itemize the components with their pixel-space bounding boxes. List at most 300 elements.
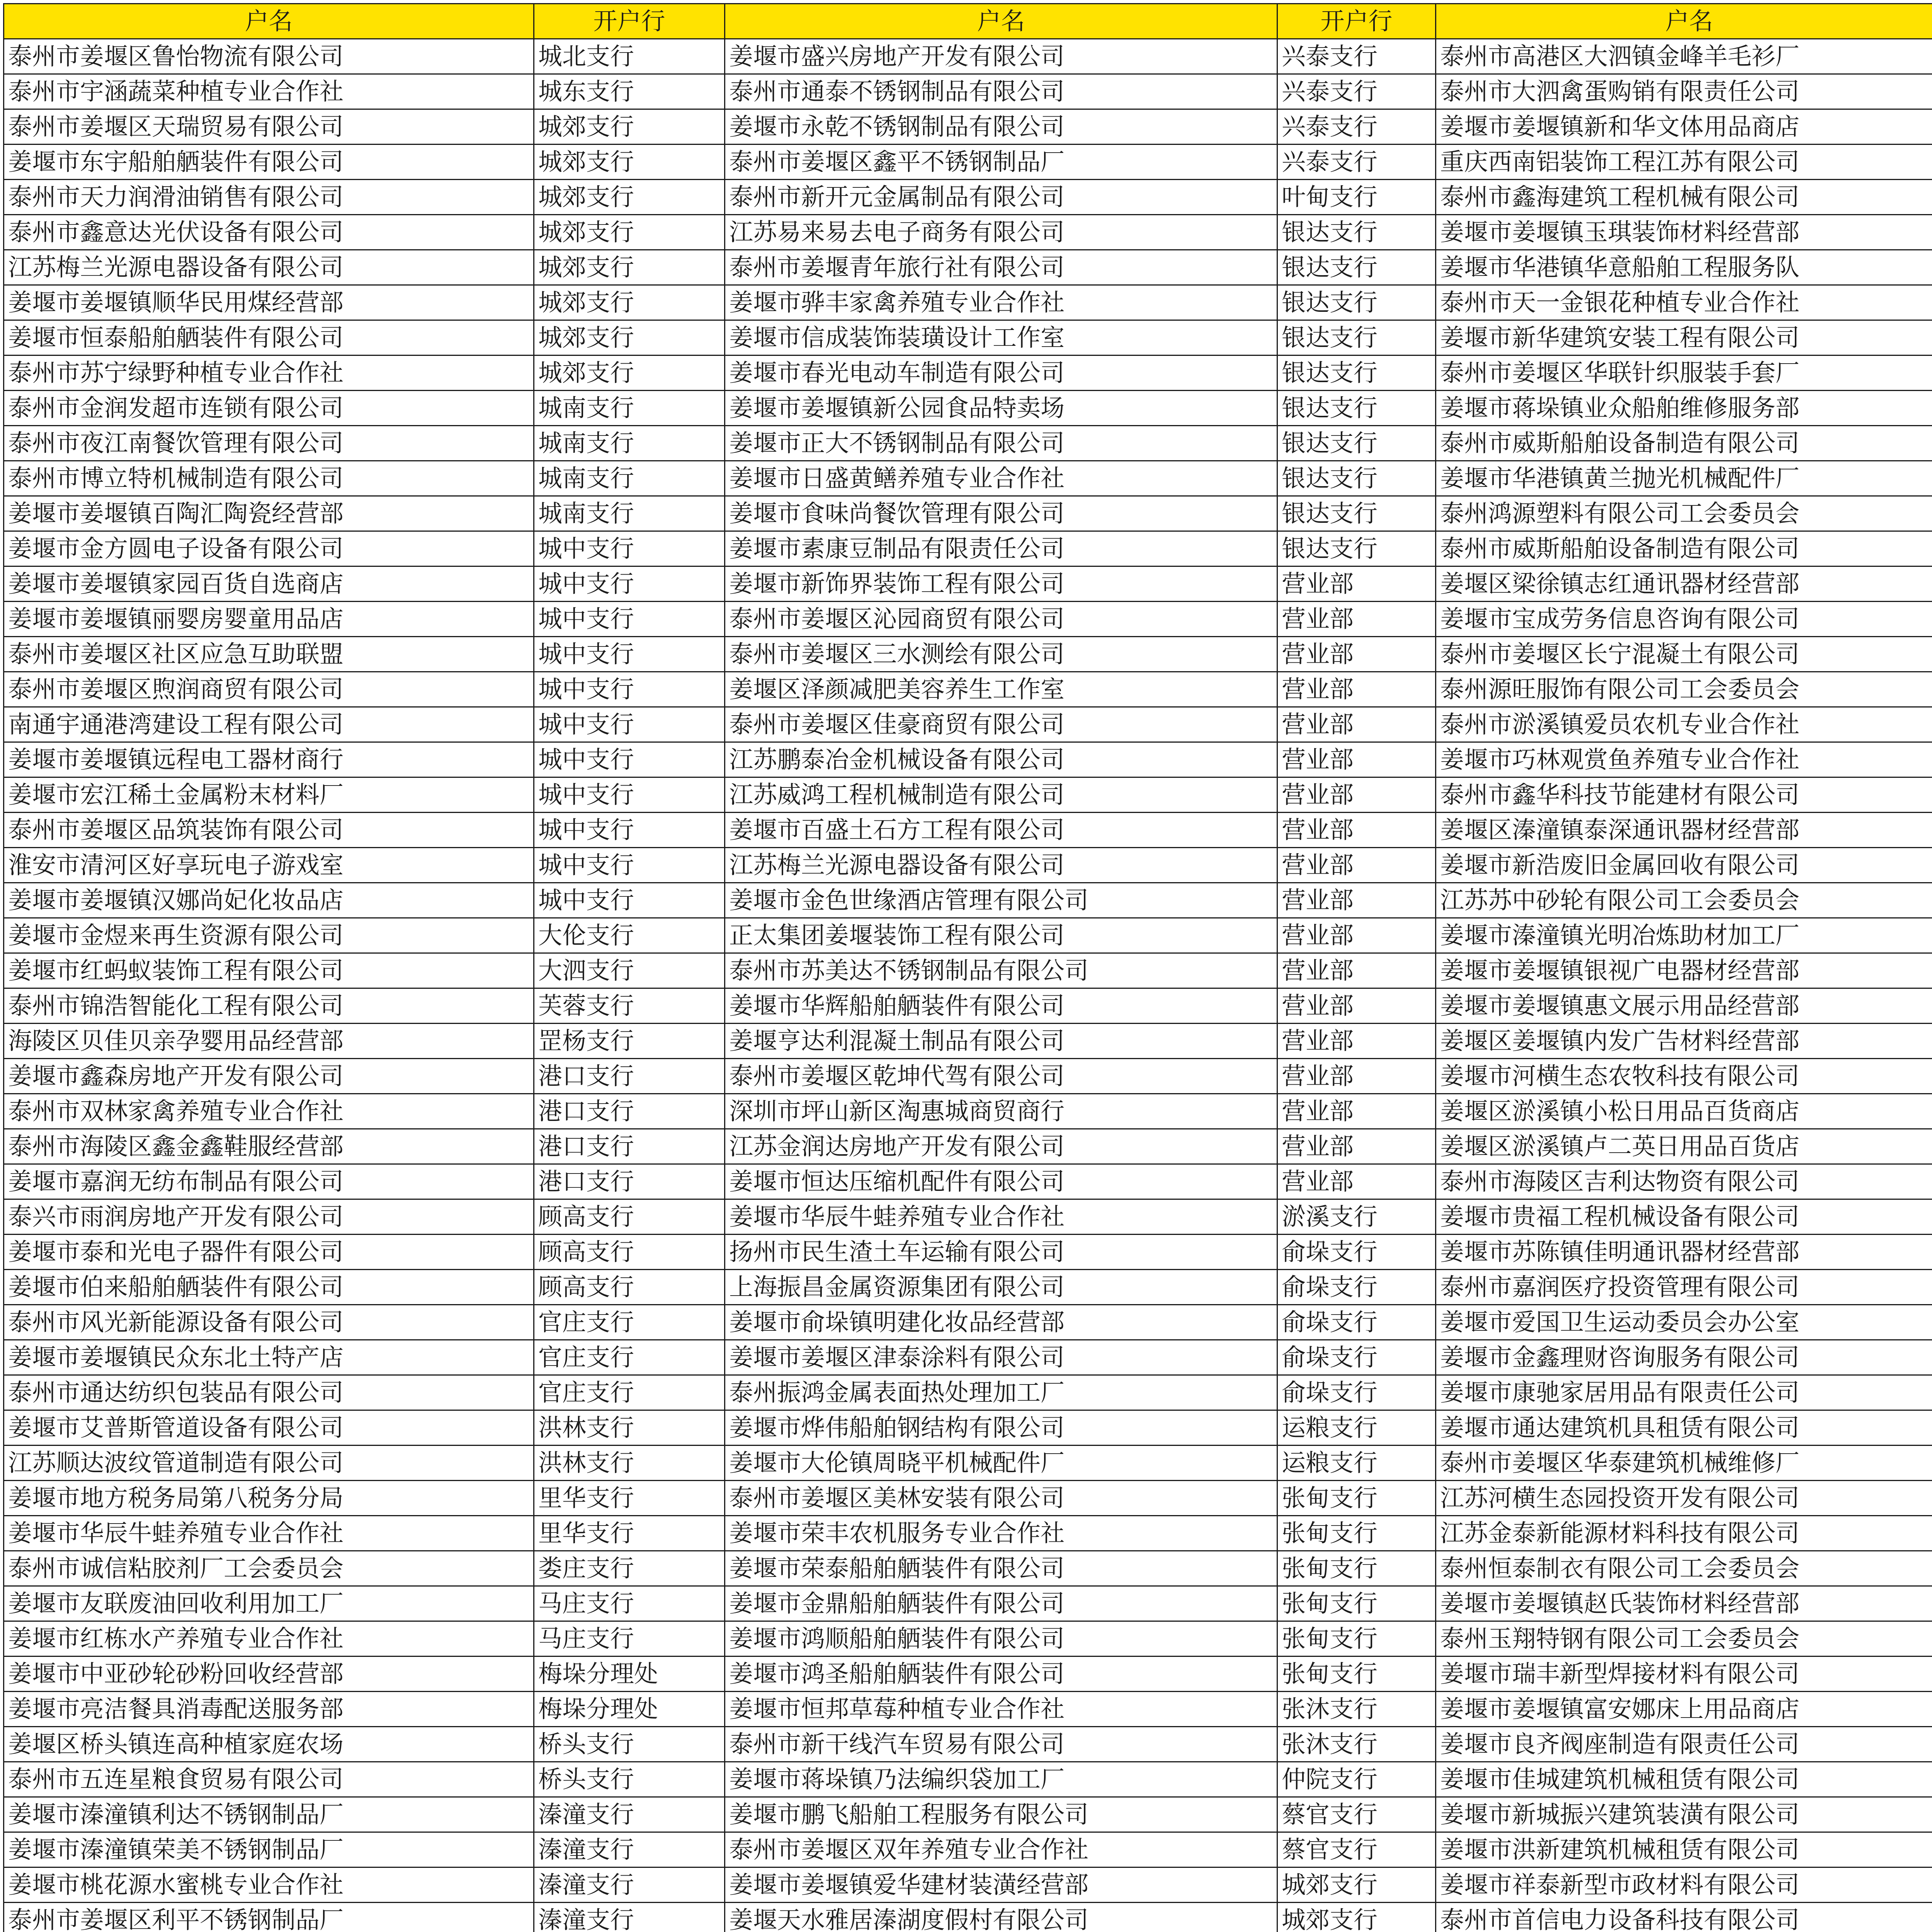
table-row <box>4 391 1932 426</box>
account-name-cell: 泰州市姜堰青年旅行社有限公司 <box>725 250 1277 285</box>
bank-cell: 城郊支行 <box>534 320 725 355</box>
account-name-cell: 姜堰市姜堰镇新和华文体用品商店 <box>1436 109 1932 145</box>
account-name-cell: 泰州市新开元金属制品有限公司 <box>725 180 1277 215</box>
account-name-cell: 姜堰市百盛土石方工程有限公司 <box>725 813 1277 848</box>
account-name-cell: 正太集团姜堰装饰工程有限公司 <box>725 918 1277 953</box>
bank-cell: 俞垛支行 <box>1277 1235 1436 1270</box>
bank-cell: 银达支行 <box>1277 215 1436 250</box>
bank-cell: 大泗支行 <box>534 953 725 988</box>
table-row <box>4 1129 1932 1164</box>
table-row <box>4 742 1932 777</box>
table-row <box>4 1903 1932 1932</box>
account-name-cell: 姜堰市姜堰镇民众东北土特产店 <box>4 1340 534 1375</box>
table-row <box>4 637 1932 672</box>
account-name-cell: 江苏梅兰光源电器设备有限公司 <box>4 250 534 285</box>
account-name-cell: 姜堰市荣泰船舶舾装件有限公司 <box>725 1551 1277 1586</box>
account-name-cell: 泰州市苏美达不锈钢制品有限公司 <box>725 953 1277 988</box>
bank-cell: 港口支行 <box>534 1164 725 1199</box>
account-name-cell: 姜堰市新城振兴建筑装潢有限公司 <box>1436 1797 1932 1832</box>
table-row <box>4 285 1932 320</box>
bank-cell: 营业部 <box>1277 918 1436 953</box>
table-row <box>4 1481 1932 1516</box>
table-row <box>4 848 1932 883</box>
account-name-cell: 姜堰市泰和光电子器件有限公司 <box>4 1235 534 1270</box>
account-name-cell: 姜堰市姜堰镇玉琪装饰材料经营部 <box>1436 215 1932 250</box>
bank-cell: 溱潼支行 <box>534 1797 725 1832</box>
table-body <box>4 39 1932 1932</box>
account-name-cell: 姜堰市鑫森房地产开发有限公司 <box>4 1059 534 1094</box>
bank-cell: 银达支行 <box>1277 320 1436 355</box>
account-name-cell: 姜堰市祥泰新型市政材料有限公司 <box>1436 1867 1932 1903</box>
table-row <box>4 1199 1932 1235</box>
bank-cell: 官庄支行 <box>534 1305 725 1340</box>
account-name-cell: 姜堰区桥头镇连高种植家庭农场 <box>4 1727 534 1762</box>
bank-cell: 城南支行 <box>534 391 725 426</box>
bank-cell: 运粮支行 <box>1277 1446 1436 1481</box>
bank-cell: 营业部 <box>1277 813 1436 848</box>
account-name-cell: 姜堰市金煜来再生资源有限公司 <box>4 918 534 953</box>
bank-cell: 淤溪支行 <box>1277 1199 1436 1235</box>
bank-cell: 俞垛支行 <box>1277 1340 1436 1375</box>
bank-cell: 里华支行 <box>534 1481 725 1516</box>
account-name-cell: 泰州市姜堰区三水测绘有限公司 <box>725 637 1277 672</box>
account-name-cell: 姜堰市亮洁餐具消毒配送服务部 <box>4 1692 534 1727</box>
account-name-cell: 泰州市博立特机械制造有限公司 <box>4 461 534 496</box>
table-row <box>4 1164 1932 1199</box>
account-name-cell: 姜堰市姜堰镇富安娜床上用品商店 <box>1436 1692 1932 1727</box>
account-name-cell: 南通宇通港湾建设工程有限公司 <box>4 707 534 742</box>
account-name-cell: 泰州市姜堰区华泰建筑机械维修厂 <box>1436 1446 1932 1481</box>
account-name-cell: 泰州市通泰不锈钢制品有限公司 <box>725 74 1277 109</box>
bank-cell: 仲院支行 <box>1277 1762 1436 1797</box>
header-row <box>4 4 1932 39</box>
account-name-cell: 姜堰市溱潼镇光明冶炼助材加工厂 <box>1436 918 1932 953</box>
bank-cell: 官庄支行 <box>534 1340 725 1375</box>
account-name-cell: 姜堰市正大不锈钢制品有限公司 <box>725 426 1277 461</box>
bank-cell: 营业部 <box>1277 953 1436 988</box>
account-name-cell: 姜堰市金鑫理财咨询服务有限公司 <box>1436 1340 1932 1375</box>
header-account-name-1: 户名 <box>4 4 534 39</box>
account-name-cell: 姜堰市佳城建筑机械租赁有限公司 <box>1436 1762 1932 1797</box>
account-name-cell: 姜堰市大伦镇周晓平机械配件厂 <box>725 1446 1277 1481</box>
account-name-cell: 江苏苏中砂轮有限公司工会委员会 <box>1436 883 1932 918</box>
account-name-cell: 姜堰市姜堰镇银视广电器材经营部 <box>1436 953 1932 988</box>
account-name-cell: 姜堰市蒋垛镇乃法编织袋加工厂 <box>725 1762 1277 1797</box>
account-name-cell: 姜堰市巧林观赏鱼养殖专业合作社 <box>1436 742 1932 777</box>
account-name-cell: 姜堰市洪新建筑机械租赁有限公司 <box>1436 1832 1932 1867</box>
account-name-cell: 泰州市姜堰区煦润商贸有限公司 <box>4 672 534 707</box>
bank-cell: 城中支行 <box>534 672 725 707</box>
bank-cell: 营业部 <box>1277 602 1436 637</box>
bank-cell: 顾高支行 <box>534 1235 725 1270</box>
account-name-cell: 姜堰市姜堰镇赵氏装饰材料经营部 <box>1436 1586 1932 1621</box>
account-name-cell: 泰州市金润发超市连锁有限公司 <box>4 391 534 426</box>
account-name-cell: 姜堰市良齐阀座制造有限责任公司 <box>1436 1727 1932 1762</box>
table-row <box>4 215 1932 250</box>
account-name-cell: 泰州市天一金银花种植专业合作社 <box>1436 285 1932 320</box>
bank-cell: 城北支行 <box>534 39 725 74</box>
account-name-cell: 姜堰市姜堰镇顺华民用煤经营部 <box>4 285 534 320</box>
account-name-cell: 姜堰市爱国卫生运动委员会办公室 <box>1436 1305 1932 1340</box>
account-name-cell: 姜堰区泽颜减肥美容养生工作室 <box>725 672 1277 707</box>
bank-cell: 娄庄支行 <box>534 1551 725 1586</box>
table-row <box>4 109 1932 145</box>
account-name-cell: 泰州市宇涵蔬菜种植专业合作社 <box>4 74 534 109</box>
account-name-cell: 姜堰市鸿顺船舶舾装件有限公司 <box>725 1621 1277 1656</box>
account-name-cell: 泰州市姜堰区鑫平不锈钢制品厂 <box>725 145 1277 180</box>
bank-cell: 城东支行 <box>534 74 725 109</box>
account-name-cell: 姜堰市姜堰镇惠文展示用品经营部 <box>1436 988 1932 1024</box>
account-name-cell: 泰州市鑫海建筑工程机械有限公司 <box>1436 180 1932 215</box>
table-row <box>4 496 1932 531</box>
account-name-cell: 江苏鹏泰冶金机械设备有限公司 <box>725 742 1277 777</box>
account-name-cell: 泰州市高港区大泗镇金峰羊毛衫厂 <box>1436 39 1932 74</box>
bank-cell: 兴泰支行 <box>1277 145 1436 180</box>
bank-cell: 芙蓉支行 <box>534 988 725 1024</box>
bank-cell: 俞垛支行 <box>1277 1375 1436 1410</box>
account-name-cell: 泰州市天力润滑油销售有限公司 <box>4 180 534 215</box>
account-name-cell: 姜堰市贵福工程机械设备有限公司 <box>1436 1199 1932 1235</box>
bank-cell: 俞垛支行 <box>1277 1270 1436 1305</box>
account-name-cell: 姜堰市姜堰镇新公园食品特卖场 <box>725 391 1277 426</box>
account-name-cell: 江苏金润达房地产开发有限公司 <box>725 1129 1277 1164</box>
account-name-cell: 姜堰市日盛黄鳝养殖专业合作社 <box>725 461 1277 496</box>
account-name-cell: 姜堰市姜堰镇汉娜尚妃化妆品店 <box>4 883 534 918</box>
bank-cell: 城郊支行 <box>534 180 725 215</box>
account-name-cell: 泰州市姜堰区沁园商贸有限公司 <box>725 602 1277 637</box>
account-name-cell: 泰州市姜堰区天瑞贸易有限公司 <box>4 109 534 145</box>
bank-cell: 营业部 <box>1277 742 1436 777</box>
bank-cell: 大伦支行 <box>534 918 725 953</box>
bank-cell: 城郊支行 <box>534 109 725 145</box>
account-name-cell: 姜堰市信成装饰装璜设计工作室 <box>725 320 1277 355</box>
table-row <box>4 461 1932 496</box>
account-name-cell: 泰州市姜堰区美林安装有限公司 <box>725 1481 1277 1516</box>
bank-cell: 营业部 <box>1277 1164 1436 1199</box>
bank-cell: 银达支行 <box>1277 461 1436 496</box>
account-name-cell: 泰州市夜江南餐饮管理有限公司 <box>4 426 534 461</box>
account-name-cell: 姜堰市姜堰镇丽婴房婴童用品店 <box>4 602 534 637</box>
account-name-cell: 姜堰市荣丰农机服务专业合作社 <box>725 1516 1277 1551</box>
account-name-cell: 姜堰市通达建筑机具租赁有限公司 <box>1436 1410 1932 1446</box>
account-name-cell: 泰州玉翔特钢有限公司工会委员会 <box>1436 1621 1932 1656</box>
account-name-cell: 姜堰市红蚂蚁装饰工程有限公司 <box>4 953 534 988</box>
account-name-cell: 泰州市姜堰区利平不锈钢制品厂 <box>4 1903 534 1932</box>
account-name-cell: 姜堰市素康豆制品有限责任公司 <box>725 531 1277 566</box>
bank-cell: 港口支行 <box>534 1129 725 1164</box>
account-name-cell: 姜堰市华港镇黄兰抛光机械配件厂 <box>1436 461 1932 496</box>
bank-cell: 城南支行 <box>534 496 725 531</box>
table-row <box>4 1727 1932 1762</box>
bank-cell: 里华支行 <box>534 1516 725 1551</box>
table-row <box>4 566 1932 602</box>
bank-cell: 营业部 <box>1277 777 1436 813</box>
account-name-cell: 姜堰市苏陈镇佳明通讯器材经营部 <box>1436 1235 1932 1270</box>
header-bank-1: 开户行 <box>534 4 725 39</box>
account-name-cell: 姜堰亨达利混凝土制品有限公司 <box>725 1024 1277 1059</box>
table-row <box>4 1305 1932 1340</box>
bank-cell: 蔡官支行 <box>1277 1797 1436 1832</box>
bank-cell: 营业部 <box>1277 1129 1436 1164</box>
table-row <box>4 180 1932 215</box>
bank-cell: 城郊支行 <box>1277 1903 1436 1932</box>
bank-cell: 营业部 <box>1277 637 1436 672</box>
table-row <box>4 1410 1932 1446</box>
bank-cell: 营业部 <box>1277 1024 1436 1059</box>
account-name-cell: 淮安市清河区好享玩电子游戏室 <box>4 848 534 883</box>
account-name-cell: 泰州市嘉润医疗投资管理有限公司 <box>1436 1270 1932 1305</box>
bank-cell: 港口支行 <box>534 1094 725 1129</box>
table-row <box>4 602 1932 637</box>
account-name-cell: 姜堰市盛兴房地产开发有限公司 <box>725 39 1277 74</box>
table-row <box>4 1832 1932 1867</box>
account-name-cell: 江苏金泰新能源材料科技有限公司 <box>1436 1516 1932 1551</box>
account-name-cell: 泰州市五连星粮食贸易有限公司 <box>4 1762 534 1797</box>
account-name-cell: 姜堰区溱潼镇泰深通讯器材经营部 <box>1436 813 1932 848</box>
account-name-cell: 泰州市威斯船舶设备制造有限公司 <box>1436 531 1932 566</box>
account-name-cell: 姜堰市食味尚餐饮管理有限公司 <box>725 496 1277 531</box>
table-row <box>4 988 1932 1024</box>
table-row <box>4 1692 1932 1727</box>
account-name-cell: 泰州市大泗禽蛋购销有限责任公司 <box>1436 74 1932 109</box>
bank-cell: 银达支行 <box>1277 355 1436 391</box>
account-name-cell: 姜堰市姜堰镇家园百货自选商店 <box>4 566 534 602</box>
table-row <box>4 1375 1932 1410</box>
account-name-cell: 姜堰市烨伟船舶钢结构有限公司 <box>725 1410 1277 1446</box>
account-name-cell: 姜堰区淤溪镇卢二英日用品百货店 <box>1436 1129 1932 1164</box>
bank-cell: 兴泰支行 <box>1277 74 1436 109</box>
account-name-cell: 泰州市苏宁绿野种植专业合作社 <box>4 355 534 391</box>
account-name-cell: 姜堰市姜堰镇爱华建材装潢经营部 <box>725 1867 1277 1903</box>
account-name-cell: 深圳市坪山新区淘惠城商贸商行 <box>725 1094 1277 1129</box>
account-name-cell: 江苏河横生态园投资开发有限公司 <box>1436 1481 1932 1516</box>
table-row <box>4 953 1932 988</box>
account-name-cell: 泰州市诚信粘胶剂厂工会委员会 <box>4 1551 534 1586</box>
account-name-cell: 泰州市姜堰区双年养殖专业合作社 <box>725 1832 1277 1867</box>
account-name-cell: 姜堰市中亚砂轮砂粉回收经营部 <box>4 1656 534 1692</box>
account-name-cell: 姜堰区梁徐镇志红通讯器材经营部 <box>1436 566 1932 602</box>
account-name-cell: 姜堰市春光电动车制造有限公司 <box>725 355 1277 391</box>
account-name-cell: 江苏顺达波纹管道制造有限公司 <box>4 1446 534 1481</box>
table-row <box>4 707 1932 742</box>
account-name-cell: 江苏梅兰光源电器设备有限公司 <box>725 848 1277 883</box>
account-name-cell: 姜堰市地方税务局第八税务分局 <box>4 1481 534 1516</box>
account-name-cell: 泰州市海陵区鑫金鑫鞋服经营部 <box>4 1129 534 1164</box>
account-name-cell: 姜堰市姜堰区津泰涂料有限公司 <box>725 1340 1277 1375</box>
account-name-cell: 姜堰市新浩废旧金属回收有限公司 <box>1436 848 1932 883</box>
table-header <box>4 4 1932 39</box>
account-name-cell: 泰州市风光新能源设备有限公司 <box>4 1305 534 1340</box>
account-name-cell: 泰州市首信电力设备科技有限公司 <box>1436 1903 1932 1932</box>
account-name-cell: 海陵区贝佳贝亲孕婴用品经营部 <box>4 1024 534 1059</box>
bank-cell: 叶甸支行 <box>1277 180 1436 215</box>
table-row <box>4 145 1932 180</box>
account-name-cell: 姜堰市河横生态农牧科技有限公司 <box>1436 1059 1932 1094</box>
account-name-cell: 姜堰市瑞丰新型焊接材料有限公司 <box>1436 1656 1932 1692</box>
table-row <box>4 883 1932 918</box>
bank-cell: 运粮支行 <box>1277 1410 1436 1446</box>
bank-cell: 张甸支行 <box>1277 1586 1436 1621</box>
bank-cell: 张沐支行 <box>1277 1727 1436 1762</box>
table-row <box>4 355 1932 391</box>
bank-cell: 银达支行 <box>1277 391 1436 426</box>
table-row <box>4 813 1932 848</box>
bank-cell: 城中支行 <box>534 707 725 742</box>
bank-cell: 营业部 <box>1277 848 1436 883</box>
header-bank-2: 开户行 <box>1277 4 1436 39</box>
account-name-cell: 姜堰市恒邦草莓种植专业合作社 <box>725 1692 1277 1727</box>
bank-cell: 张沐支行 <box>1277 1692 1436 1727</box>
account-name-cell: 姜堰市溱潼镇荣美不锈钢制品厂 <box>4 1832 534 1867</box>
account-name-cell: 姜堰市华港镇华意船舶工程服务队 <box>1436 250 1932 285</box>
bank-cell: 城郊支行 <box>534 355 725 391</box>
account-name-cell: 姜堰市康驰家居用品有限责任公司 <box>1436 1375 1932 1410</box>
bank-cell: 银达支行 <box>1277 496 1436 531</box>
account-name-cell: 姜堰市华辰牛蛙养殖专业合作社 <box>4 1516 534 1551</box>
bank-cell: 兴泰支行 <box>1277 109 1436 145</box>
bank-cell: 营业部 <box>1277 883 1436 918</box>
bank-cell: 张甸支行 <box>1277 1481 1436 1516</box>
bank-cell: 城郊支行 <box>1277 1867 1436 1903</box>
table-row <box>4 1446 1932 1481</box>
account-name-cell: 泰州市双林家禽养殖专业合作社 <box>4 1094 534 1129</box>
bank-cell: 官庄支行 <box>534 1375 725 1410</box>
bank-cell: 城中支行 <box>534 566 725 602</box>
bank-cell: 城中支行 <box>534 883 725 918</box>
account-name-cell: 泰州市姜堰区佳豪商贸有限公司 <box>725 707 1277 742</box>
account-name-cell: 姜堰市鹏飞船舶工程服务有限公司 <box>725 1797 1277 1832</box>
bank-cell: 银达支行 <box>1277 426 1436 461</box>
account-name-cell: 姜堰市东宇船舶舾装件有限公司 <box>4 145 534 180</box>
header-account-name-2: 户名 <box>725 4 1277 39</box>
bank-cell: 营业部 <box>1277 566 1436 602</box>
account-name-cell: 上海振昌金属资源集团有限公司 <box>725 1270 1277 1305</box>
bank-cell: 溱潼支行 <box>534 1903 725 1932</box>
account-name-cell: 泰州市通达纺织包装品有限公司 <box>4 1375 534 1410</box>
account-name-cell: 泰州市鑫意达光伏设备有限公司 <box>4 215 534 250</box>
bank-cell: 城郊支行 <box>534 285 725 320</box>
bank-cell: 营业部 <box>1277 1059 1436 1094</box>
account-name-cell: 泰州市姜堰区品筑装饰有限公司 <box>4 813 534 848</box>
bank-cell: 兴泰支行 <box>1277 39 1436 74</box>
account-name-cell: 泰州市姜堰区华联针织服装手套厂 <box>1436 355 1932 391</box>
bank-cell: 洪林支行 <box>534 1410 725 1446</box>
table-row <box>4 1586 1932 1621</box>
bank-cell: 蔡官支行 <box>1277 1832 1436 1867</box>
account-name-cell: 姜堰市恒泰船舶舾装件有限公司 <box>4 320 534 355</box>
account-name-cell: 姜堰市俞垛镇明建化妆品经营部 <box>725 1305 1277 1340</box>
bank-cell: 张甸支行 <box>1277 1621 1436 1656</box>
table-row <box>4 1059 1932 1094</box>
bank-cell: 营业部 <box>1277 707 1436 742</box>
account-name-cell: 姜堰市蒋垛镇业众船舶维修服务部 <box>1436 391 1932 426</box>
account-name-cell: 泰州市姜堰区长宁混凝土有限公司 <box>1436 637 1932 672</box>
bank-cell: 张甸支行 <box>1277 1516 1436 1551</box>
bank-cell: 营业部 <box>1277 672 1436 707</box>
account-name-cell: 泰州市鑫华科技节能建材有限公司 <box>1436 777 1932 813</box>
table-row <box>4 1867 1932 1903</box>
account-name-cell: 姜堰市华辰牛蛙养殖专业合作社 <box>725 1199 1277 1235</box>
account-name-cell: 泰州市锦浩智能化工程有限公司 <box>4 988 534 1024</box>
bank-cell: 俞垛支行 <box>1277 1305 1436 1340</box>
account-name-cell: 姜堰市骅丰家禽养殖专业合作社 <box>725 285 1277 320</box>
bank-cell: 城南支行 <box>534 426 725 461</box>
table-row <box>4 531 1932 566</box>
table-row <box>4 672 1932 707</box>
account-name-cell: 姜堰市永乾不锈钢制品有限公司 <box>725 109 1277 145</box>
account-name-cell: 姜堰市宏江稀土金属粉末材料厂 <box>4 777 534 813</box>
account-name-cell: 泰州恒泰制衣有限公司工会委员会 <box>1436 1551 1932 1586</box>
bank-cell: 张甸支行 <box>1277 1656 1436 1692</box>
bank-cell: 梅垛分理处 <box>534 1656 725 1692</box>
bank-cell: 洪林支行 <box>534 1446 725 1481</box>
account-name-cell: 姜堰市嘉润无纺布制品有限公司 <box>4 1164 534 1199</box>
bank-cell: 顾高支行 <box>534 1199 725 1235</box>
account-name-cell: 姜堰市姜堰镇百陶汇陶瓷经营部 <box>4 496 534 531</box>
table-row <box>4 1094 1932 1129</box>
account-name-cell: 江苏易来易去电子商务有限公司 <box>725 215 1277 250</box>
bank-cell: 营业部 <box>1277 1094 1436 1129</box>
account-name-cell: 姜堰市鸿圣船舶舾装件有限公司 <box>725 1656 1277 1692</box>
account-name-cell: 姜堰天水雅居溱湖度假村有限公司 <box>725 1903 1277 1932</box>
bank-cell: 梅垛分理处 <box>534 1692 725 1727</box>
table-row <box>4 1340 1932 1375</box>
account-name-cell: 姜堰市友联废油回收利用加工厂 <box>4 1586 534 1621</box>
bank-cell: 银达支行 <box>1277 531 1436 566</box>
account-name-cell: 泰州市威斯船舶设备制造有限公司 <box>1436 426 1932 461</box>
account-name-cell: 泰州市姜堰区乾坤代驾有限公司 <box>725 1059 1277 1094</box>
account-name-cell: 姜堰市新饰界装饰工程有限公司 <box>725 566 1277 602</box>
account-name-cell: 姜堰市金方圆电子设备有限公司 <box>4 531 534 566</box>
table-row <box>4 1797 1932 1832</box>
account-name-cell: 重庆西南铝装饰工程江苏有限公司 <box>1436 145 1932 180</box>
account-name-cell: 泰州振鸿金属表面热处理加工厂 <box>725 1375 1277 1410</box>
table-row <box>4 1762 1932 1797</box>
table-row <box>4 320 1932 355</box>
account-name-cell: 姜堰市宝成劳务信息咨询有限公司 <box>1436 602 1932 637</box>
bank-cell: 城中支行 <box>534 602 725 637</box>
header-account-name-3: 户名 <box>1436 4 1932 39</box>
account-name-cell: 姜堰市金鼎船舶舾装件有限公司 <box>725 1586 1277 1621</box>
account-name-cell: 姜堰市伯来船舶舾装件有限公司 <box>4 1270 534 1305</box>
account-name-cell: 泰州市淤溪镇爱员农机专业合作社 <box>1436 707 1932 742</box>
account-name-cell: 泰州源旺服饰有限公司工会委员会 <box>1436 672 1932 707</box>
bank-cell: 银达支行 <box>1277 250 1436 285</box>
table-row <box>4 1621 1932 1656</box>
bank-cell: 罡杨支行 <box>534 1024 725 1059</box>
table-row <box>4 1551 1932 1586</box>
account-name-cell: 泰州市姜堰区社区应急互助联盟 <box>4 637 534 672</box>
account-table <box>3 3 1932 1932</box>
bank-cell: 城中支行 <box>534 637 725 672</box>
table-row <box>4 426 1932 461</box>
table-row <box>4 1024 1932 1059</box>
bank-cell: 顾高支行 <box>534 1270 725 1305</box>
bank-cell: 马庄支行 <box>534 1621 725 1656</box>
table-row <box>4 1656 1932 1692</box>
bank-cell: 城郊支行 <box>534 215 725 250</box>
bank-cell: 城郊支行 <box>534 145 725 180</box>
table-row <box>4 250 1932 285</box>
bank-cell: 张甸支行 <box>1277 1551 1436 1586</box>
account-name-cell: 姜堰区姜堰镇内发广告材料经营部 <box>1436 1024 1932 1059</box>
account-name-cell: 扬州市民生渣土车运输有限公司 <box>725 1235 1277 1270</box>
bank-cell: 马庄支行 <box>534 1586 725 1621</box>
bank-cell: 溱潼支行 <box>534 1867 725 1903</box>
bank-cell: 营业部 <box>1277 988 1436 1024</box>
table-row <box>4 1270 1932 1305</box>
table-row <box>4 777 1932 813</box>
